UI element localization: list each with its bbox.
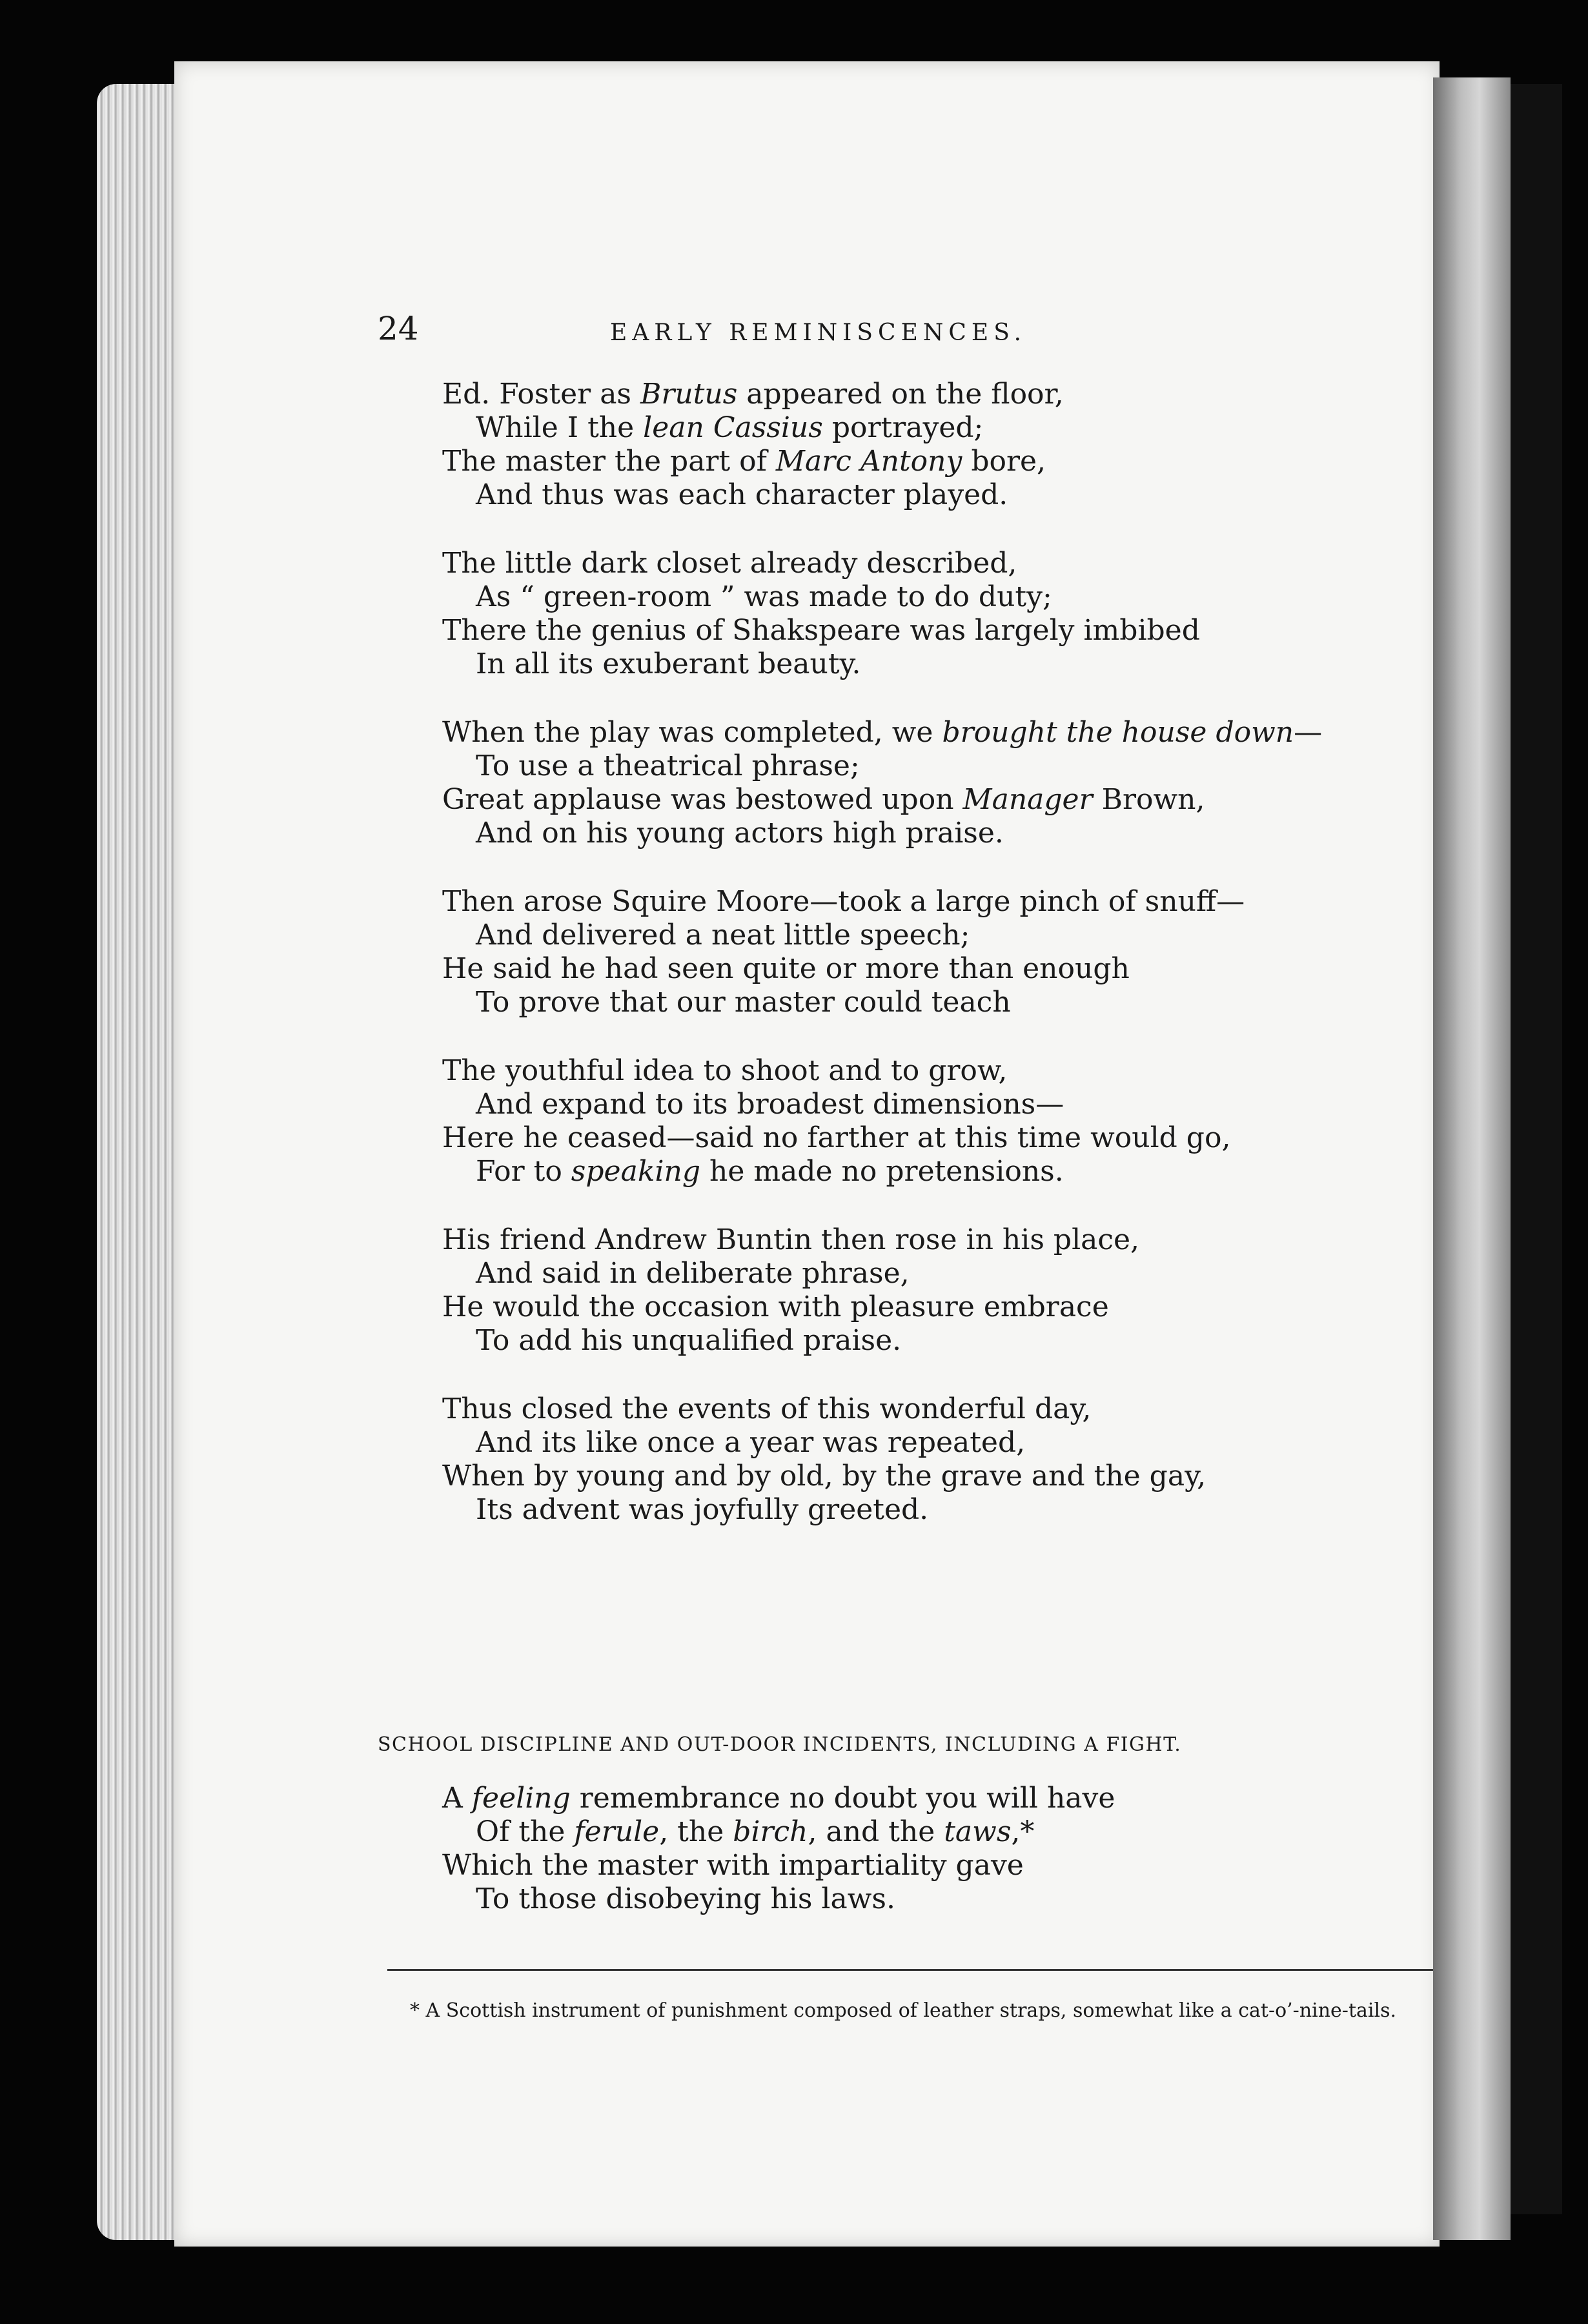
stanza <box>442 378 1488 512</box>
verse-line <box>442 952 1488 986</box>
verse-text: There the genius of Shakspeare was largely imbibed <box>442 614 1200 647</box>
verse-line <box>442 1493 1488 1527</box>
verse-line <box>442 1088 1488 1121</box>
verse-line <box>442 1290 1488 1324</box>
verse-line <box>442 1849 1488 1882</box>
stanza <box>442 716 1488 850</box>
verse-italic: Manager <box>962 783 1093 816</box>
verse-line <box>442 445 1488 478</box>
verse-italic: taws <box>944 1815 1012 1848</box>
verse-line <box>442 547 1488 580</box>
verse-italic: lean Cassius <box>643 411 823 444</box>
verse-text: portrayed; <box>822 411 984 444</box>
verse-text: To prove that our master could teach <box>476 986 1011 1019</box>
verse-line <box>442 1121 1488 1155</box>
verse-italic: brought the house down <box>942 716 1294 749</box>
verse-text: The master the part of <box>442 445 776 478</box>
verse-text: In all its exuberant beauty. <box>476 647 861 680</box>
page-edges <box>97 84 181 2240</box>
verse-text: When the play was completed, we <box>442 716 942 749</box>
verse-text: And on his young actors high praise. <box>476 817 1004 850</box>
verse-line <box>442 1223 1488 1257</box>
verse-italic: speaking <box>571 1155 701 1188</box>
verse-text: Its advent was joyfully greeted. <box>476 1493 929 1526</box>
running-head: EARLY REMINISCENCES. <box>610 320 1027 346</box>
verse-text: Of the <box>476 1815 575 1848</box>
verse-text: He said he had seen quite or more than enough <box>442 952 1130 985</box>
poem-second-section <box>442 1782 1488 1916</box>
verse-line <box>442 1155 1488 1188</box>
verse-text: For to <box>476 1155 571 1188</box>
verse-text: remembrance no doubt you will have <box>570 1782 1115 1815</box>
verse-line <box>442 378 1488 411</box>
verse-text: And delivered a neat little speech; <box>476 919 970 952</box>
stanza <box>442 1392 1488 1527</box>
verse-line <box>442 986 1488 1019</box>
verse-line <box>442 919 1488 952</box>
verse-line <box>442 478 1488 512</box>
verse-text: When by young and by old, by the grave and the gay, <box>442 1460 1206 1493</box>
verse-line <box>442 749 1488 783</box>
verse-text: appeared on the floor, <box>737 378 1064 411</box>
verse-line <box>442 885 1488 919</box>
verse-text: , the <box>659 1815 733 1848</box>
verse-line <box>442 411 1488 445</box>
verse-text: Which the master with impartiality gave <box>442 1849 1024 1882</box>
verse-line <box>442 1392 1488 1426</box>
stanza <box>442 1223 1488 1358</box>
verse-text: he made no pretensions. <box>700 1155 1064 1188</box>
verse-line <box>442 1815 1488 1849</box>
scan-background <box>1511 84 1562 2214</box>
verse-text: — <box>1294 716 1323 749</box>
verse-text: His friend Andrew Buntin then rose in his place, <box>442 1223 1140 1256</box>
verse-text: He would the occasion with pleasure embrace <box>442 1290 1109 1323</box>
stanza <box>442 1054 1488 1188</box>
page-sheet <box>174 61 1440 2247</box>
verse-line <box>442 716 1488 749</box>
poem <box>442 378 1488 1562</box>
verse-line <box>442 614 1488 647</box>
verse-line <box>442 1324 1488 1358</box>
verse-line <box>442 1460 1488 1493</box>
footnote-rule <box>387 1969 1498 1971</box>
verse-text: While I the <box>476 411 644 444</box>
book-gutter <box>1433 77 1511 2240</box>
verse-text: , and the <box>808 1815 944 1848</box>
verse-line <box>442 1257 1488 1290</box>
verse-text: And expand to its broadest dimensions— <box>476 1088 1064 1121</box>
verse-text: Here he ceased—said no farther at this time would go, <box>442 1121 1231 1154</box>
verse-italic: feeling <box>471 1782 571 1815</box>
verse-line <box>442 1882 1488 1916</box>
stanza <box>442 885 1488 1019</box>
verse-text: As “ green-room ” was made to do duty; <box>476 580 1052 613</box>
verse-text: To those disobeying his laws. <box>476 1882 895 1915</box>
verse-text: Thus closed the events of this wonderful day, <box>442 1392 1092 1425</box>
verse-line <box>442 1054 1488 1088</box>
verse-text: And its like once a year was repeated, <box>476 1426 1026 1459</box>
verse-line <box>442 817 1488 850</box>
verse-text: The little dark closet already described, <box>442 547 1017 580</box>
footnote: * A Scottish instrument of punishment composed of leather straps, somewhat like a cat-o’-nine-tails. <box>410 1999 1397 2022</box>
verse-text: Brown, <box>1092 783 1205 816</box>
verse-text: Ed. Foster as <box>442 378 640 411</box>
verse-text: To add his unqualified praise. <box>476 1324 902 1357</box>
verse-text: And thus was each character played. <box>476 478 1008 511</box>
verse-text: ,* <box>1011 1815 1035 1848</box>
verse-text: To use a theatrical phrase; <box>476 749 860 782</box>
verse-text: bore, <box>962 445 1046 478</box>
verse-italic: birch <box>733 1815 808 1848</box>
verse-line <box>442 1782 1488 1815</box>
verse-text: The youthful idea to shoot and to grow, <box>442 1054 1008 1087</box>
section-heading: SCHOOL DISCIPLINE AND OUT-DOOR INCIDENTS, INCLUDING A FIGHT. <box>378 1733 1182 1756</box>
page-text <box>174 61 1440 2247</box>
stanza <box>442 547 1488 681</box>
verse-italic: Brutus <box>640 378 738 411</box>
page-number: 24 <box>378 310 419 347</box>
verse-text: A <box>442 1782 472 1815</box>
verse-italic: Marc Antony <box>775 445 962 478</box>
verse-text: Then arose Squire Moore—took a large pinch of snuff— <box>442 885 1245 918</box>
verse-text: And said in deliberate phrase, <box>476 1257 910 1290</box>
verse-line <box>442 580 1488 614</box>
verse-italic: ferule <box>574 1815 660 1848</box>
verse-line <box>442 1426 1488 1460</box>
verse-line <box>442 783 1488 817</box>
verse-text: Great applause was bestowed upon <box>442 783 963 816</box>
verse-line <box>442 647 1488 681</box>
